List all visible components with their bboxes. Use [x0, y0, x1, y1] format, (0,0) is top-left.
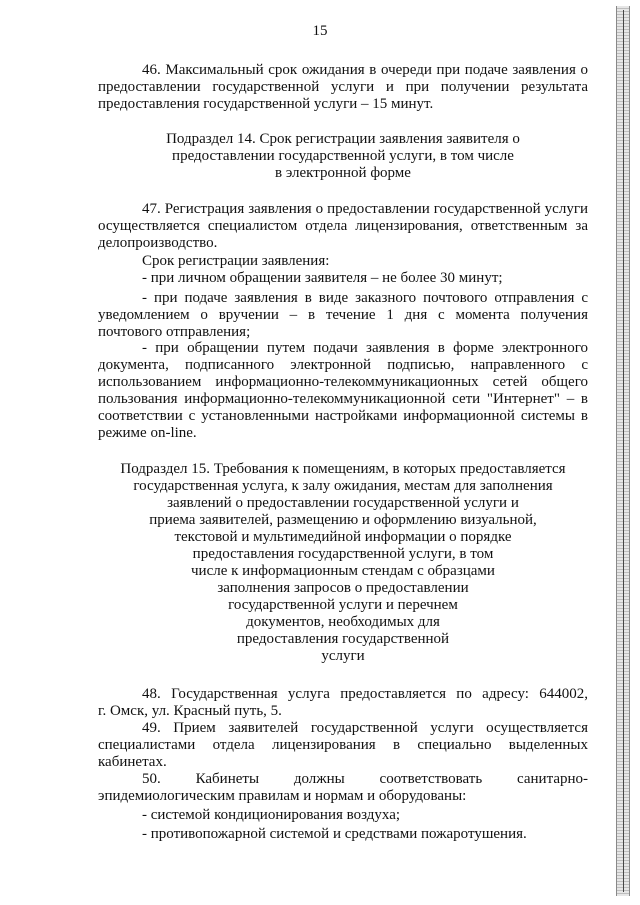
subsection-15-heading — [98, 461, 588, 665]
heading-line: государственная услуга, к залу ожидания, местам для заполнения — [133, 478, 553, 494]
list-item-term-personal — [98, 270, 588, 287]
binding-edge-line — [623, 10, 624, 892]
heading-line: предоставлении государственной услуги, в том числе — [172, 148, 514, 164]
paragraph-line: специалистами отдела лицензирования в специально выделенных — [98, 737, 588, 753]
paragraph-line: соответствии с установленными настройками информационной системы в — [98, 408, 588, 424]
paragraph-line: использованием информационно-телекоммуникационных сетей общего — [98, 374, 588, 390]
heading-line: текстовой и мультимедийной информации о порядке — [174, 529, 512, 545]
paragraph-line: почтового отправления; — [98, 324, 251, 340]
paragraph-line: предоставления государственной услуги – 15 минут. — [98, 96, 434, 112]
paragraph-line: Срок регистрации заявления: — [142, 253, 330, 269]
paragraph-term-intro — [98, 253, 588, 270]
heading-line: Подраздел 14. Срок регистрации заявления заявителя о — [166, 131, 520, 147]
paragraph-line: предоставлении государственной услуги и при получении результата — [98, 79, 588, 95]
paragraph-line: эпидемиологическим правилам и нормам и оборудованы: — [98, 788, 467, 804]
paragraph-line: - при подаче заявления в виде заказного почтового отправления с — [142, 290, 588, 306]
paragraph-line: пользования информационно-телекоммуникационной сети "Интернет" – в — [98, 391, 588, 407]
heading-line: документов, необходимых для — [246, 614, 440, 630]
paragraph-line: делопроизводство. — [98, 235, 218, 251]
paragraph-line: кабинетах. — [98, 754, 167, 770]
paragraph-line: 46. Максимальный срок ожидания в очереди при подаче заявления о — [142, 62, 588, 78]
paragraph-line: - системой кондиционирования воздуха; — [142, 807, 401, 823]
heading-line: заполнения запросов о предоставлении — [217, 580, 469, 596]
paragraph-line: документа, подписанного электронной подписью, направленного с — [98, 357, 588, 373]
paragraph-line: режиме on-line. — [98, 425, 197, 441]
paragraph-line: 49. Прием заявителей государственной услуги осуществляется — [142, 720, 588, 736]
list-item-air-conditioning — [98, 807, 588, 824]
heading-line: государственной услуги и перечнем — [228, 597, 458, 613]
paragraph-item-49 — [98, 720, 588, 771]
heading-line: в электронной форме — [275, 165, 411, 181]
heading-line: приема заявителей, размещению и оформлению визуальной, — [149, 512, 537, 528]
paragraph-line: - противопожарной системой и средствами пожаротушения. — [142, 826, 527, 842]
heading-line: Подраздел 15. Требования к помещениям, в которых предоставляется — [120, 461, 566, 477]
paragraph-line: 50. Кабинеты должны соответствовать санитарно- — [142, 771, 588, 787]
paragraph-item-48 — [98, 686, 588, 720]
paragraph-line: - при обращении путем подачи заявления в форме электронного — [142, 340, 588, 356]
list-item-fire-protection — [98, 826, 588, 843]
paragraph-line: г. Омск, ул. Красный путь, 5. — [98, 703, 282, 719]
paragraph-line: 47. Регистрация заявления о предоставлении государственной услуги — [142, 201, 588, 217]
subsection-14-heading — [98, 131, 588, 182]
page-number: 15 — [312, 23, 328, 39]
paragraph-line: уведомлением о вручении – в течение 1 дня с момента получения — [98, 307, 588, 323]
heading-line: числе к информационным стендам с образцами — [191, 563, 495, 579]
paragraph-item-46 — [98, 62, 588, 113]
paragraph-item-50 — [98, 771, 588, 805]
paragraph-line: 48. Государственная услуга предоставляется по адресу: 644002, — [142, 686, 588, 702]
heading-line: заявлений о предоставлении государственной услуги и — [167, 495, 519, 511]
paragraph-line: осуществляется специалистом отдела лицензирования, ответственным за — [98, 218, 588, 234]
heading-line: предоставления государственной — [236, 631, 450, 647]
list-item-term-mail — [98, 290, 588, 341]
heading-line: предоставления государственной услуги, в том — [192, 546, 494, 562]
paragraph-line: - при личном обращении заявителя – не более 30 минут; — [142, 270, 503, 286]
paragraph-item-47 — [98, 201, 588, 252]
list-item-term-electronic — [98, 340, 588, 442]
heading-line: услуги — [321, 648, 365, 664]
